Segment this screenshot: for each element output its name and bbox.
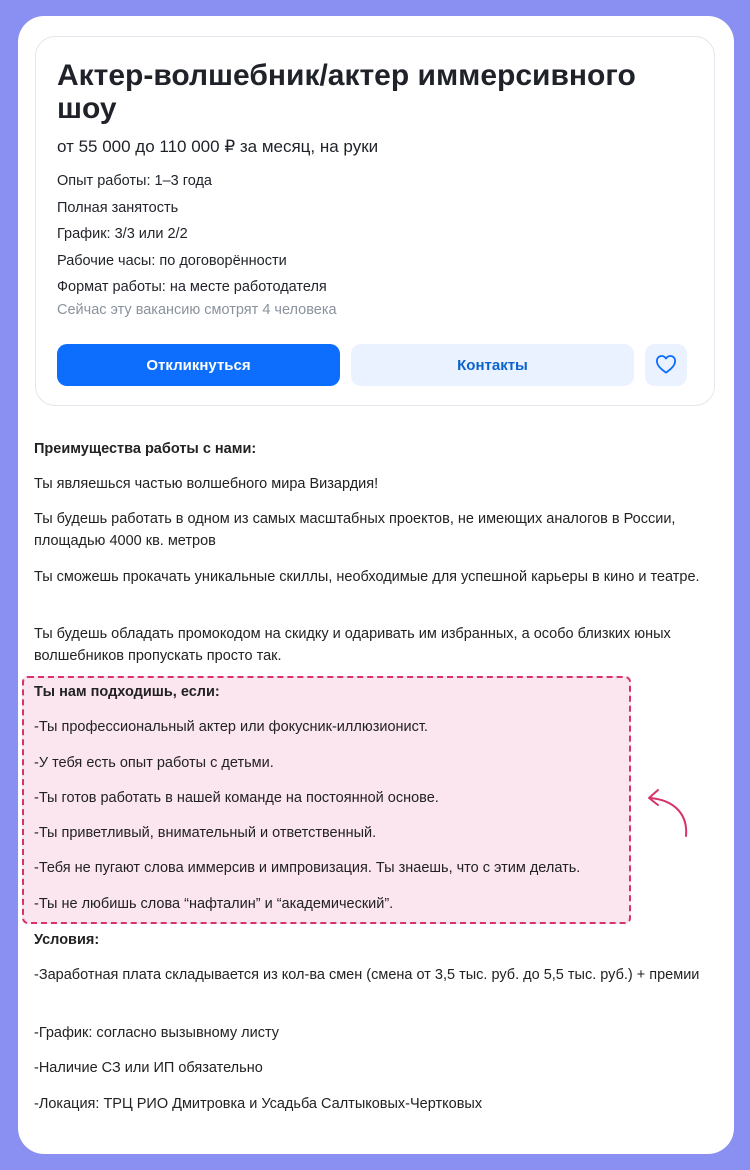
salary: от 55 000 до 110 000 ₽ за месяц, на руки [57, 137, 379, 156]
benefit-item: Ты сможешь прокачать уникальные скиллы, необходимые для успешной карьеры в кино и театре. [34, 569, 700, 585]
benefit-item: Ты будешь обладать промокодом на скидку и одаривать им избранных, а особо близких юных волшебников пропускать просто так. [34, 626, 671, 664]
conditions-heading [34, 929, 704, 951]
schedule: График: 3/3 или 2/2 [57, 226, 188, 242]
working-hours: Рабочие часы: по договорённости [57, 252, 287, 269]
work-format: Формат работы: на месте работодателя [57, 279, 327, 295]
contacts-button[interactable]: Контакты [351, 344, 634, 386]
vacancy-title: Актер-волшебник/актер иммерсивного шоу [57, 59, 636, 125]
employment-type: Полная занятость [57, 199, 179, 216]
condition-item: -Наличие СЗ или ИП обязательно [34, 1060, 263, 1076]
requirements-heading [34, 681, 704, 703]
requirement-item: -Ты не любишь слова “нафталин” и “академический”. [34, 896, 394, 912]
requirement-item: -Ты готов работать в нашей команде на постоянной основе. [34, 790, 439, 806]
requirement-item: -Ты приветливый, внимательный и ответственный. [34, 825, 377, 841]
condition-item: -Заработная плата складывается из кол-ва смен (смена от 3,5 тыс. руб. до 5,5 тыс. руб.) + премии [34, 967, 700, 983]
condition-item: -Локация: ТРЦ РИО Дмитровка и Усадьба Салтыковых-Чертковых [34, 1096, 483, 1112]
experience: Опыт работы: 1–3 года [57, 173, 212, 189]
requirement-item: -Тебя не пугают слова иммерсив и импровизация. Ты знаешь, что с этим делать. [34, 860, 581, 876]
vacancy-page [18, 16, 734, 1154]
favorite-button[interactable] [645, 344, 687, 386]
curved-arrow-icon [644, 786, 692, 843]
heart-icon [655, 354, 677, 377]
condition-item: -График: согласно вызывному листу [34, 1025, 279, 1041]
vacancy-meta-list [57, 168, 327, 301]
vacancy-header-card [35, 36, 715, 406]
viewers-count: Сейчас эту вакансию смотрят 4 человека [57, 302, 337, 318]
benefits-section [34, 438, 704, 460]
benefit-item: Ты являешься частью волшебного мира Визардия! [34, 476, 379, 492]
conditions-heading-text: Условия: [34, 932, 100, 948]
requirement-item: -У тебя есть опыт работы с детьми. [34, 755, 274, 771]
requirements-heading-text: Ты нам подходишь, если: [34, 684, 220, 700]
apply-button[interactable]: Откликнуться [57, 344, 340, 386]
benefit-item: Ты будешь работать в одном из самых масштабных проектов, не имеющих аналогов в России, площадью 4000 кв. метров [34, 511, 676, 549]
benefits-heading: Преимущества работы с нами: [34, 441, 257, 457]
requirement-item: -Ты профессиональный актер или фокусник-иллюзионист. [34, 719, 428, 735]
